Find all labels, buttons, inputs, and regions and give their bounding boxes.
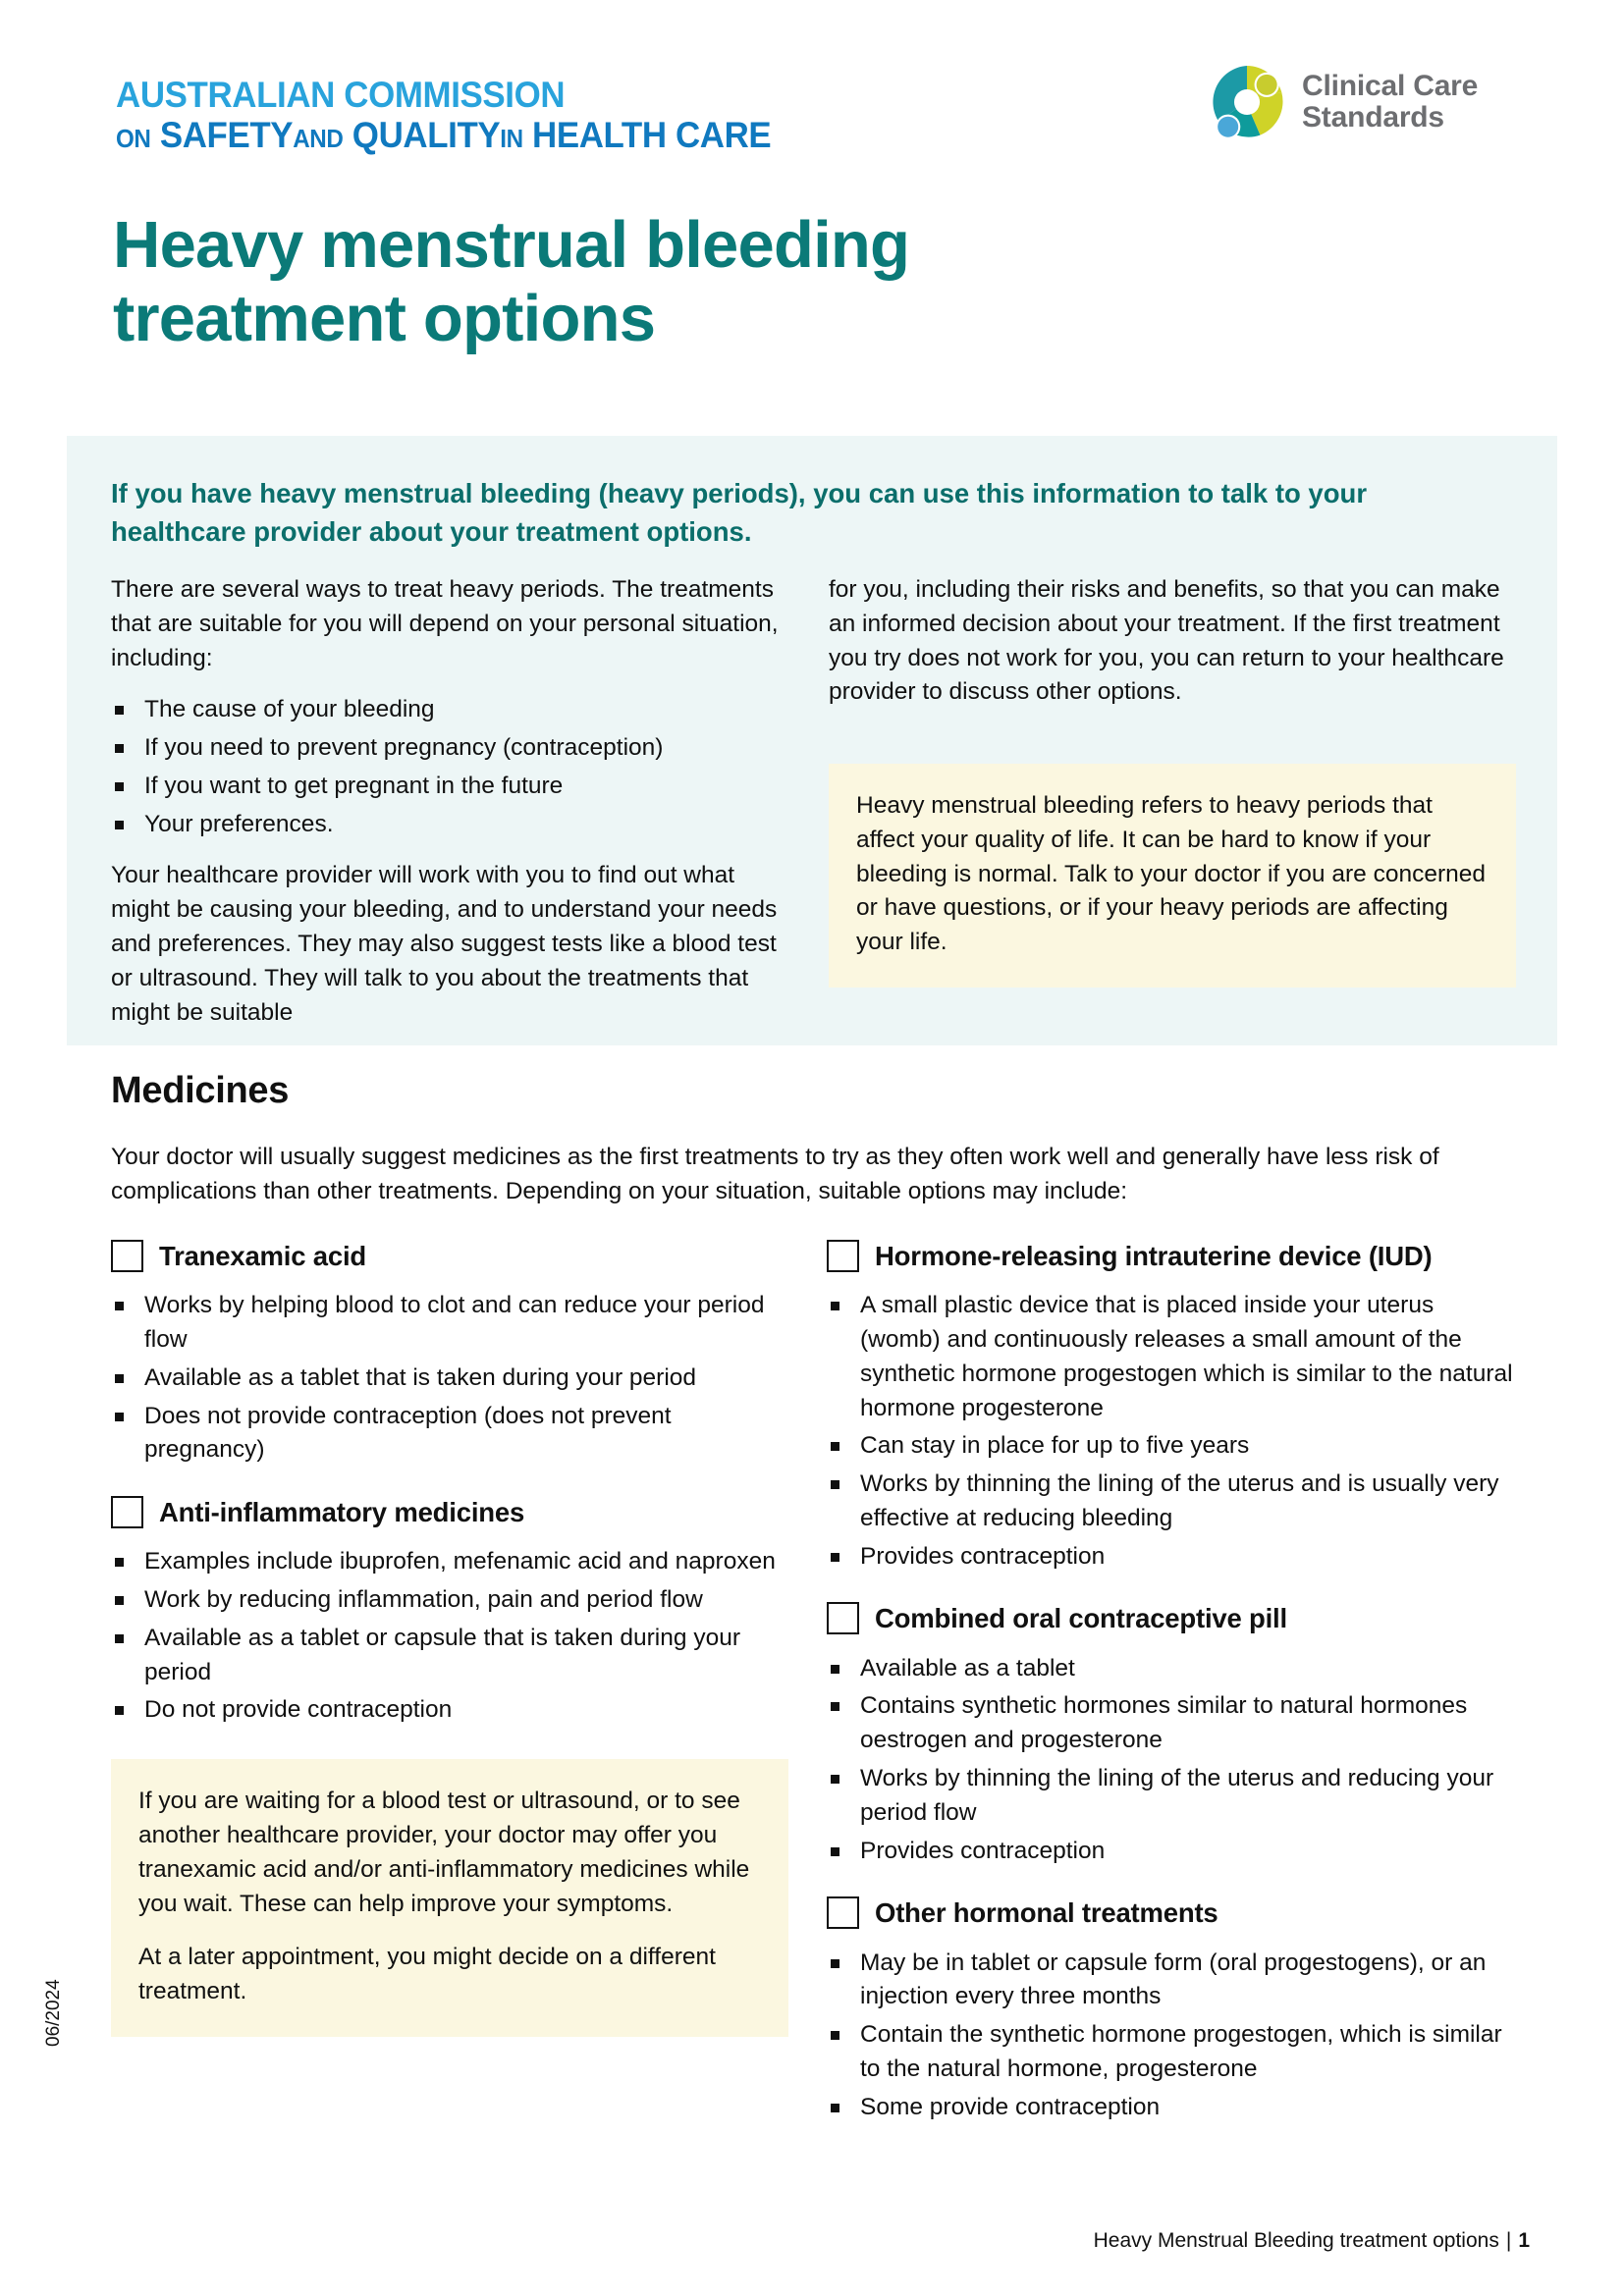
ccs-wordmark-line1: Clinical Care [1302,70,1479,103]
treatment-header [827,1896,1514,1930]
list-item: Available as a tablet or capsule that is taken during your period [111,1622,788,1690]
acsqhc-word-safety: SAFETY [159,113,294,155]
treatment-header [827,1239,1514,1273]
waiting-advice-paragraph-2: At a later appointment, you might decide on a different treatment. [138,1944,716,2005]
checkbox-icon[interactable] [111,1240,143,1272]
intro-column-left [111,573,798,1030]
intro-definition-callout [829,764,1516,988]
treatment-block-other-hormonal-treatments [827,1896,1514,2124]
acsqhc-word-on: ON [116,123,151,153]
list-item: Available as a tablet [827,1652,1514,1686]
treatment-bullet-list [827,1652,1514,1869]
list-item: Your preferences. [111,808,798,842]
medicines-section-heading: Medicines [111,1070,290,1111]
acsqhc-word-quality: QUALITY [352,113,501,155]
treatment-bullet-list [827,1289,1514,1574]
acsqhc-wordmark [116,74,821,155]
checkbox-icon[interactable] [827,1602,859,1634]
acsqhc-wordmark-line1: AUSTRALIAN COMMISSION [116,74,566,115]
treatment-header [111,1495,788,1529]
footer-separator: | [1505,2229,1512,2252]
list-item: Do not provide contraception [111,1693,788,1728]
treatment-title: Combined oral contraceptive pill [875,1603,1287,1634]
list-item: Examples include ibuprofen, mefenamic acid and naproxen [111,1545,788,1579]
treatment-block-anti-inflammatory-medicines [111,1495,788,1728]
page-title-line2: treatment options [113,282,656,356]
list-item: Provides contraception [827,1540,1514,1575]
list-item: Work by reducing inflammation, pain and period flow [111,1583,788,1618]
list-item: Does not provide contraception (does not prevent pregnancy) [111,1400,788,1468]
intro-paragraph-1: There are several ways to treat heavy periods. The treatments that are suitable for you will depend on your personal situation, including: [111,576,779,671]
page-footer [1094,2229,1530,2253]
treatment-block-hormone-releasing-iud [827,1239,1514,1574]
waiting-advice-callout [111,1759,788,2037]
acsqhc-word-healthcare: HEALTH CARE [532,113,772,155]
acsqhc-wordmark-line2 [116,113,772,155]
medicines-column-right [827,1239,1514,2152]
page-title-line1: Heavy menstrual bleeding [113,208,910,282]
treatment-block-combined-oral-contraceptive-pill [827,1601,1514,1868]
list-item: Contains synthetic hormones similar to natural hormones oestrogen and progesterone [827,1689,1514,1758]
treatment-title: Hormone-releasing intrauterine device (IUD) [875,1241,1433,1271]
ccs-wordmark-line2: Standards [1302,101,1444,133]
page-title [113,208,1438,355]
treatment-title: Tranexamic acid [159,1241,367,1271]
treatment-bullet-list [111,1289,788,1468]
list-item: Works by thinning the lining of the uterus and is usually very effective at reducing bleeding [827,1468,1514,1536]
list-item: If you want to get pregnant in the future [111,770,798,804]
acsqhc-word-in: IN [500,123,523,153]
list-item: Some provide contraception [827,2091,1514,2125]
intro-bullet-list [111,693,798,841]
treatment-bullet-list [111,1545,788,1728]
clinical-care-standards-logo [1206,61,1478,143]
intro-paragraph-2: Your healthcare provider will work with you to find out what might be causing your bleeding, and to understand your needs and preferences. They may also suggest tests like a blood test or ultrasound. They will talk to you about the treatments that might be suitable [111,862,778,1026]
list-item: If you need to prevent pregnancy (contraception) [111,731,798,766]
treatment-bullet-list [827,1947,1514,2125]
checkbox-icon[interactable] [827,1896,859,1929]
treatment-block-tranexamic-acid [111,1239,788,1468]
list-item: Works by helping blood to clot and can reduce your period flow [111,1289,788,1358]
clinical-care-standards-ring-icon [1206,61,1288,143]
list-item: Works by thinning the lining of the uterus and reducing your period flow [827,1762,1514,1831]
list-item: Contain the synthetic hormone progestogen, which is similar to the natural hormone, progesterone [827,2018,1514,2087]
treatment-header [111,1239,788,1273]
intro-panel [67,436,1557,1045]
intro-paragraph-3: for you, including their risks and benefits, so that you can make an informed decision about your treatment. If the first treatment you try does not work for you, you can return to your healthcare provider to discuss other options. [829,576,1504,706]
treatment-title: Other hormonal treatments [875,1897,1218,1929]
intro-column-right [829,573,1516,710]
footer-document-name: Heavy Menstrual Bleeding treatment options [1093,2229,1499,2252]
intro-heading: If you have heavy menstrual bleeding (heavy periods), you can use this information to talk to your healthcare provider about your treatment options. [111,478,1368,547]
acsqhc-word-and: AND [293,123,344,153]
waiting-advice-paragraph-1: If you are waiting for a blood test or ultrasound, or to see another healthcare provider, your doctor may offer you tranexamic acid and/or anti-inflammatory medicines while you wait. These can help improve your symptoms. [138,1788,750,1917]
list-item: May be in tablet or capsule form (oral progestogens), or an injection every three months [827,1947,1514,2015]
footer-page-number: 1 [1518,2229,1530,2252]
list-item: Provides contraception [827,1835,1514,1869]
page-header [0,0,1624,196]
medicines-column-left [111,1239,788,2037]
intro-definition-text: Heavy menstrual bleeding refers to heavy periods that affect your quality of life. It can be hard to know if your bleeding is normal. Talk to your doctor if you are concerned or have questions, or if your heavy periods are affecting your life. [856,792,1486,956]
list-item: A small plastic device that is placed inside your uterus (womb) and continuously releases a small amount of the synthetic hormone progestogen which is similar to the natural hormone progesterone [827,1289,1514,1425]
side-margin-date: 06/2024 [43,1979,64,2047]
treatment-header [827,1601,1514,1635]
clinical-care-standards-wordmark [1302,71,1478,133]
list-item: Can stay in place for up to five years [827,1429,1514,1464]
checkbox-icon[interactable] [111,1496,143,1528]
medicines-section-intro: Your doctor will usually suggest medicines as the first treatments to try as they often work well and generally have less risk of complications than other treatments. Depending on your situation, suitable options may include: [111,1144,1439,1204]
treatment-title: Anti-inflammatory medicines [159,1497,525,1528]
list-item: Available as a tablet that is taken during your period [111,1362,788,1396]
list-item: The cause of your bleeding [111,693,798,727]
checkbox-icon[interactable] [827,1240,859,1272]
